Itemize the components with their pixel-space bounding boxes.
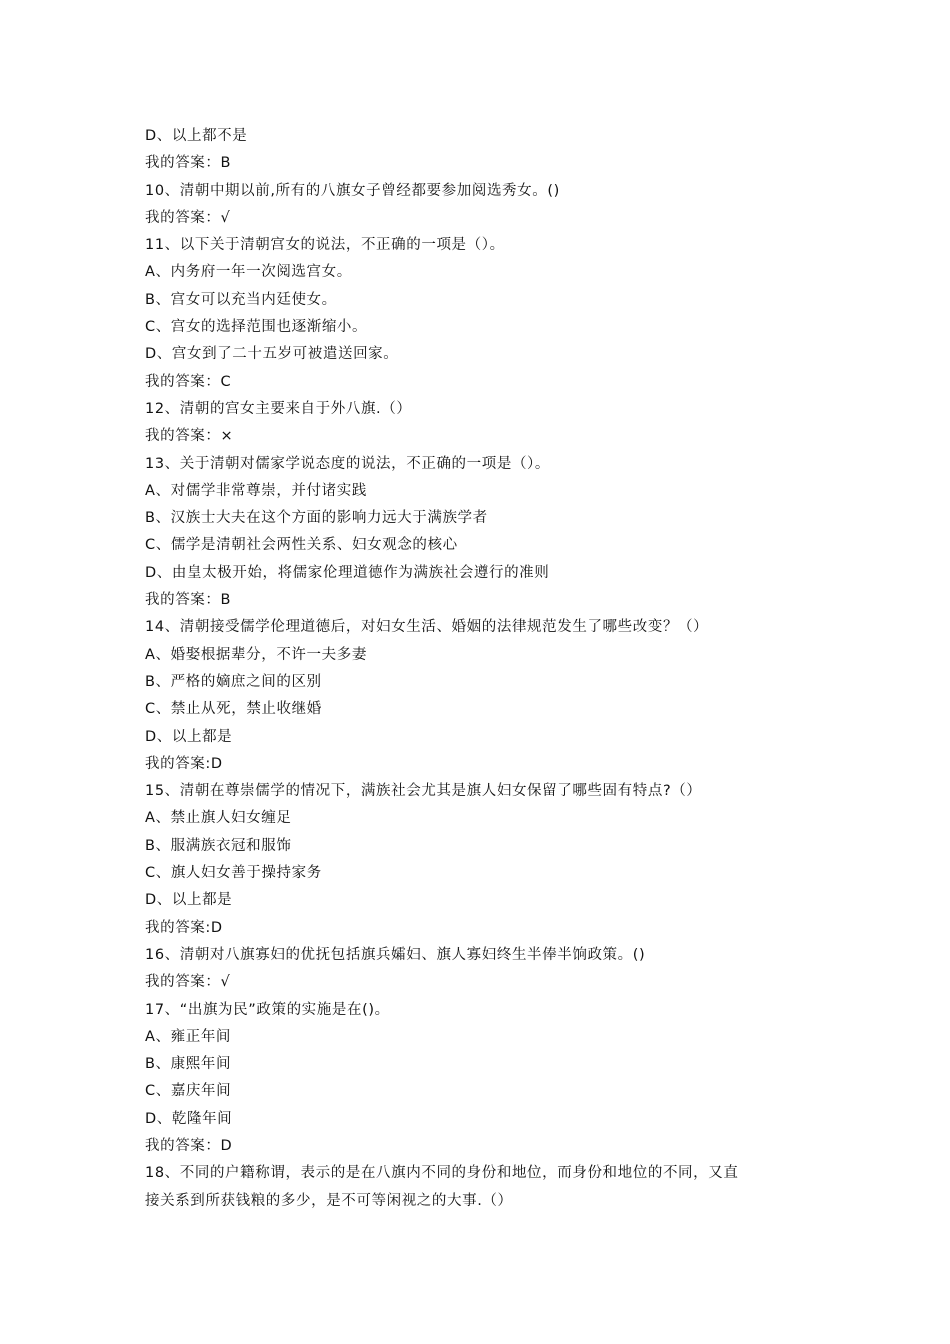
text-line: D、由皇太极开始，将儒家伦理道德作为满族社会遵行的准则 <box>145 564 550 581</box>
text-line: A、禁止旗人妇女缠足 <box>145 810 292 827</box>
text-line: B、严格的嫡庶之间的区别 <box>145 673 322 690</box>
text-line: 15、清朝在尊崇儒学的情况下，满族社会尤其是旗人妇女保留了哪些固有特点?（） <box>145 783 702 800</box>
text-line: 13、关于清朝对儒家学说态度的说法，不正确的一项是（）。 <box>145 455 550 472</box>
text-line: 18、不同的户籍称谓，表示的是在八旗内不同的身份和地位，而身份和地位的不同，又直 <box>145 1165 739 1182</box>
text-line: A、雍正年间 <box>145 1028 232 1045</box>
text-line: 我的答案：B <box>145 155 232 172</box>
text-line: A、婚娶根据辈分，不许一夫多妻 <box>145 646 367 663</box>
text-line: B、康熙年间 <box>145 1056 232 1073</box>
text-line: B、服满族衣冠和服饰 <box>145 837 292 854</box>
text-line: 我的答案：√ <box>145 209 231 226</box>
text-line: C、嘉庆年间 <box>145 1083 232 1100</box>
text-line: 我的答案：C <box>145 373 232 390</box>
text-line: 11、以下关于清朝宫女的说法，不正确的一项是（）。 <box>145 237 505 254</box>
text-line: 接关系到所获钱粮的多少，是不可等闲视之的大事.（） <box>145 1192 513 1209</box>
text-line: D、以上都是 <box>145 728 233 745</box>
text-line: C、禁止从死，禁止收继婚 <box>145 701 322 718</box>
text-line: D、宫女到了二十五岁可被遣送回家。 <box>145 346 399 363</box>
text-line: C、宫女的选择范围也逐渐缩小。 <box>145 319 368 336</box>
text-line: D、以上都不是 <box>145 128 248 144</box>
document-content <box>145 123 815 1215</box>
text-line: D、以上都是 <box>145 892 233 909</box>
text-line: 我的答案:D <box>145 919 223 936</box>
text-line: 我的答案：√ <box>145 974 231 991</box>
text-line: 我的答案：B <box>145 592 232 609</box>
text-line: B、宫女可以充当内廷使女。 <box>145 291 337 308</box>
text-line: 12、清朝的宫女主要来自于外八旗.（） <box>145 400 412 417</box>
text-line: 我的答案：× <box>145 428 234 445</box>
text-line: 10、清朝中期以前,所有的八旗女子曾经都要参加阅选秀女。() <box>145 182 560 199</box>
text-line: 我的答案:D <box>145 755 223 772</box>
text-line: C、旗人妇女善于操持家务 <box>145 865 322 882</box>
text-line: 14、清朝接受儒学伦理道德后，对妇女生活、婚姻的法律规范发生了哪些改变？（） <box>145 619 709 636</box>
text-line: B、汉族士大夫在这个方面的影响力远大于满族学者 <box>145 510 488 527</box>
text-line: 16、清朝对八旗寡妇的优抚包括旗兵孀妇、旗人寡妇终生半俸半饷政策。() <box>145 946 646 963</box>
text-line: A、内务府一年一次阅选宫女。 <box>145 264 352 281</box>
text-line: 我的答案：D <box>145 1137 233 1154</box>
text-line: 17、“出旗为民”政策的实施是在()。 <box>145 1001 390 1018</box>
text-line: A、对儒学非常尊崇，并付诸实践 <box>145 482 367 499</box>
text-line: D、乾隆年间 <box>145 1110 233 1127</box>
text-line: C、儒学是清朝社会两性关系、妇女观念的核心 <box>145 537 458 554</box>
